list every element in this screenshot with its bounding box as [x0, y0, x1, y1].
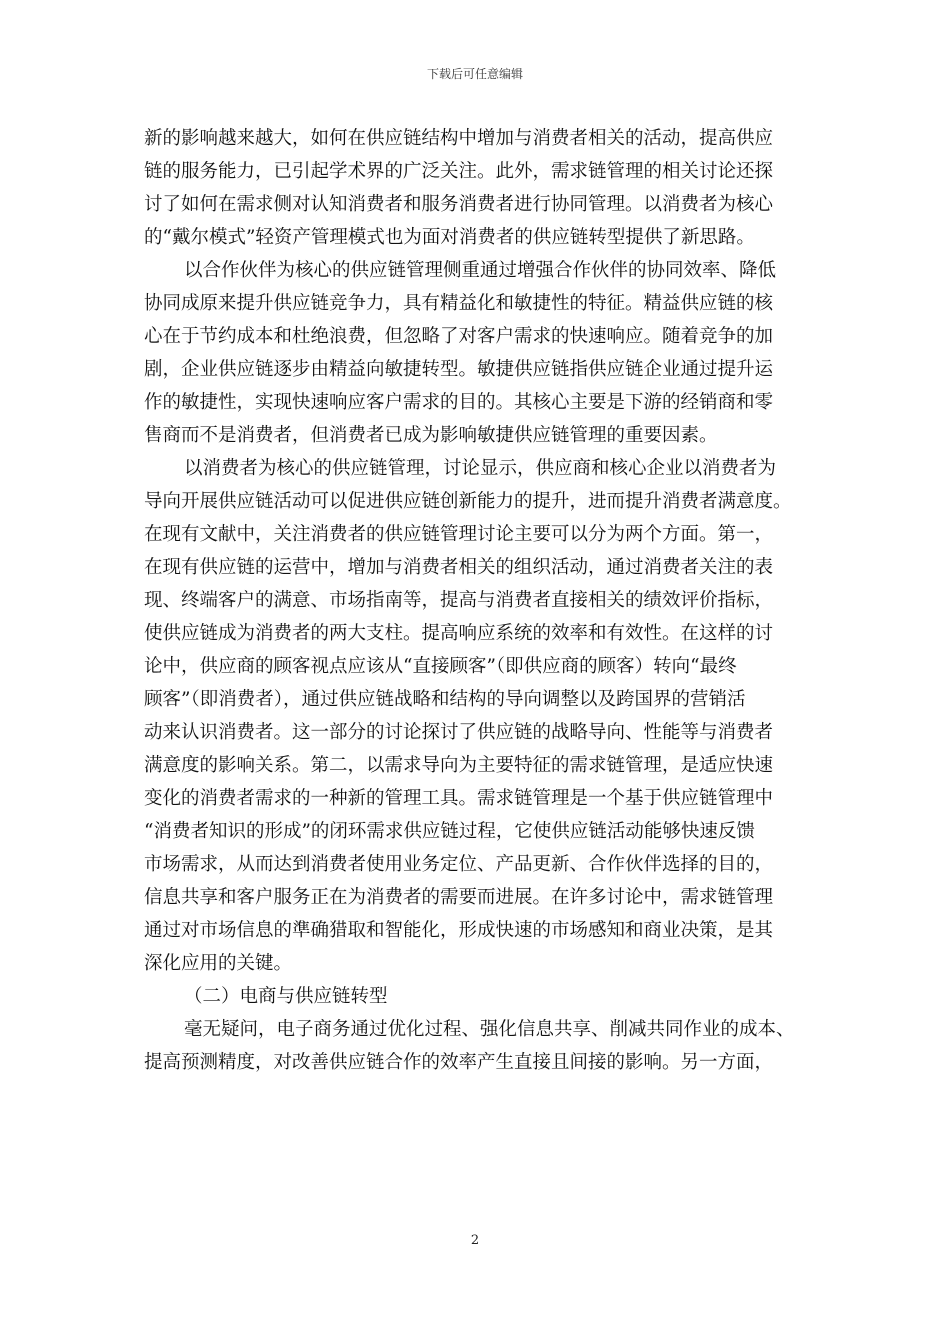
text-line: 以合作伙伴为核心的供应链管理侧重通过增强合作伙伴的协同效率、降低 — [184, 260, 777, 281]
text-line: 提高预测精度，对改善供应链合作的效率产生直接且间接的影响。另一方面， — [144, 1052, 774, 1073]
text-line: 售商而不是消费者，但消费者已成为影响敏捷供应链管理的重要因素。 — [144, 425, 718, 446]
text-line: “消费者知识的形成”的闭环需求供应链过程，它使供应链活动能够快速反馈 — [144, 821, 755, 842]
page-header — [0, 66, 950, 82]
text-line: 深化应用的关键。 — [144, 953, 293, 974]
header-text: 下载后可任意编辑 — [426, 67, 523, 81]
text-line: 的“戴尔模式”轻资产管理模式也为面对消费者的供应链转型提供了新思路。 — [144, 227, 755, 248]
text-line: 使供应链成为消费者的两大支柱。提高响应系统的效率和有效性。在这样的讨 — [144, 623, 774, 644]
text-line: 讨了如何在需求侧对认知消费者和服务消费者进行协同管理。以消费者为核心 — [144, 194, 774, 215]
text-line: （二）电商与供应链转型 — [184, 986, 388, 1007]
text-line: 论中，供应商的顾客视点应该从“直接顾客”（即供应商的顾客）转向“最终 — [144, 656, 737, 677]
text-line: 顾客”（即消费者），通过供应链战略和结构的导向调整以及跨国界的营销活 — [144, 689, 746, 710]
text-line: 动来认识消费者。这一部分的讨论探讨了供应链的战略导向、性能等与消费者 — [144, 722, 774, 743]
text-line: 链的服务能力，已引起学术界的广泛关注。此外，需求链管理的相关讨论还探 — [144, 161, 774, 182]
document-body — [144, 122, 808, 1079]
text-line: 协同成原来提升供应链竞争力，具有精益化和敏捷性的特征。精益供应链的核 — [144, 293, 774, 314]
text-line: 导向开展供应链活动可以促进供应链创新能力的提升，进而提升消费者满意度。 — [144, 491, 792, 512]
text-line: 市场需求，从而达到消费者使用业务定位、产品更新、合作伙伴选择的目的， — [144, 854, 774, 875]
page-number: 2 — [470, 1233, 480, 1248]
text-line: 毫无疑问，电子商务通过优化过程、强化信息共享、削减共同作业的成本、 — [184, 1019, 795, 1040]
text-line: 在现有供应链的运营中，增加与消费者相关的组织活动，通过消费者关注的表 — [144, 557, 774, 578]
text-line: 在现有文献中，关注消费者的供应链管理讨论主要可以分为两个方面。第一， — [144, 524, 774, 545]
text-line: 满意度的影响关系。第二，以需求导向为主要特征的需求链管理，是适应快速 — [144, 755, 774, 776]
text-line: 作的敏捷性，实现快速响应客户需求的目的。其核心主要是下游的经销商和零 — [144, 392, 774, 413]
text-line: 变化的消费者需求的一种新的管理工具。需求链管理是一个基于供应链管理中 — [144, 788, 774, 809]
text-line: 现、终端客户的满意、市场指南等，提高与消费者直接相关的绩效评价指标， — [144, 590, 774, 611]
page-footer — [0, 1233, 950, 1249]
text-line: 剧，企业供应链逐步由精益向敏捷转型。敏捷供应链指供应链企业通过提升运 — [144, 359, 774, 380]
text-line: 以消费者为核心的供应链管理，讨论显示，供应商和核心企业以消费者为 — [184, 458, 777, 479]
text-line: 新的影响越来越大，如何在供应链结构中增加与消费者相关的活动，提高供应 — [144, 128, 774, 149]
text-line: 信息共享和客户服务正在为消费者的需要而进展。在许多讨论中，需求链管理 — [144, 887, 774, 908]
text-line: 心在于节约成本和杜绝浪费，但忽略了对客户需求的快速响应。随着竞争的加 — [144, 326, 774, 347]
text-line: 通过对市场信息的準确猎取和智能化，形成快速的市场感知和商业决策，是其 — [144, 920, 774, 941]
